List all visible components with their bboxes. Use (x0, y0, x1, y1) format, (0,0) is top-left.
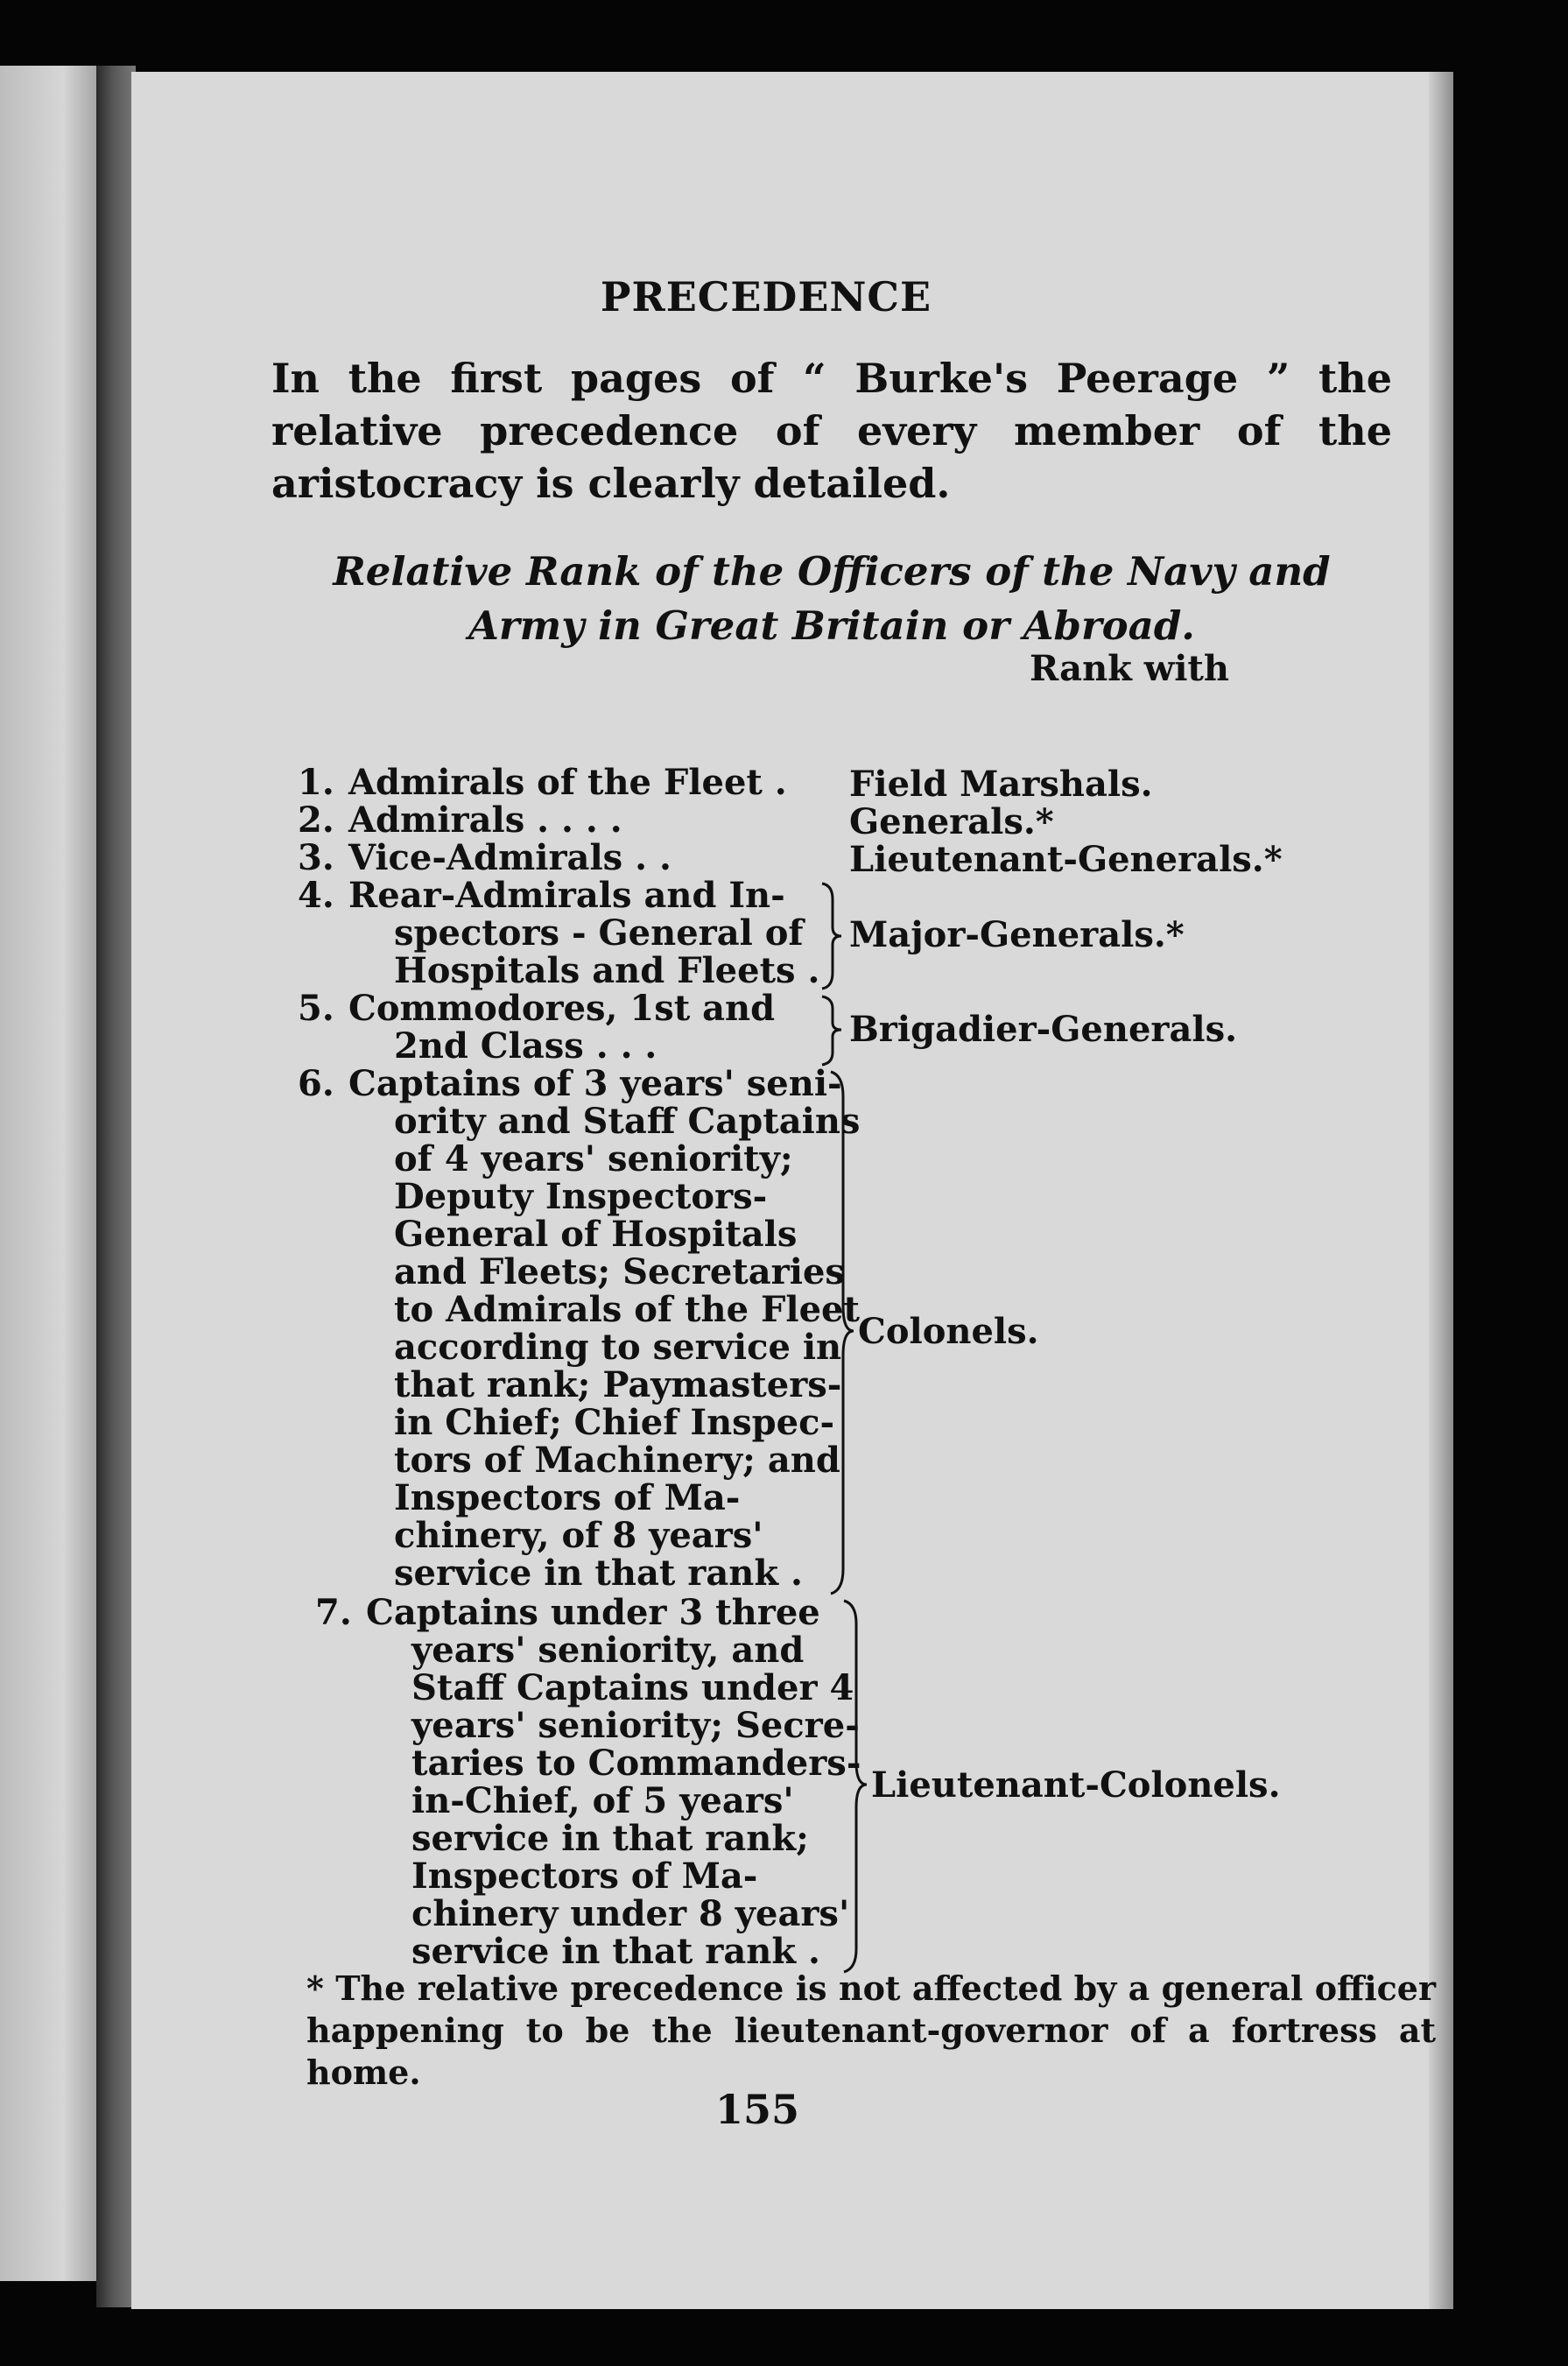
subtitle-line-2: Army in Great Britain or Abroad. (468, 602, 1195, 649)
entry-line: Captains under 3 three (366, 1592, 820, 1633)
book-page (131, 72, 1453, 2309)
rank-equivalent: Major-Generals.* (849, 914, 1185, 955)
entry-3 (298, 839, 671, 877)
entry-line: tors of Machinery; and (394, 1440, 840, 1481)
entry-line: Admirals . . . . (348, 799, 622, 841)
entry-number: 2. (298, 799, 334, 841)
entry-line: Rear-Admirals and In- (348, 875, 785, 916)
entry-line: Commodores, 1st and (348, 988, 776, 1029)
entry-number: 7. (315, 1592, 352, 1633)
entry-6 (298, 1065, 860, 1592)
entry-line: years' seniority; Secre- (411, 1705, 860, 1746)
entry-5 (298, 989, 775, 1065)
entry-line: Inspectors of Ma- (394, 1477, 741, 1518)
entry-number: 1. (298, 762, 334, 803)
entry-2 (298, 801, 622, 839)
subtitle-line-1: Relative Rank of the Officers of the Navy and (333, 548, 1331, 595)
table-subtitle (271, 545, 1392, 653)
entry-7 (315, 1594, 861, 1970)
entry-line: chinery, of 8 years' (394, 1515, 763, 1556)
page-title: PRECEDENCE (600, 273, 932, 320)
entry-line: taries to Commanders- (411, 1743, 861, 1784)
entry-line: and Fleets; Secretaries (394, 1251, 845, 1292)
entry-line: in-Chief, of 5 years' (411, 1780, 794, 1821)
entry-line: that rank; Paymasters- (394, 1364, 842, 1405)
entry-line: service in that rank . (411, 1931, 820, 1972)
brace (827, 1070, 857, 1595)
entry-number: 5. (298, 988, 334, 1029)
entry-line: 2nd Class . . . (394, 1025, 657, 1067)
brace (840, 1599, 870, 1974)
entry-line: Hospitals and Fleets . (394, 950, 820, 991)
facing-page-edge (0, 66, 105, 2281)
entry-line: General of Hospitals (394, 1214, 798, 1255)
brace (819, 882, 845, 991)
rank-equivalent: Generals.* (849, 801, 1054, 842)
page-number: 155 (714, 2086, 800, 2133)
entry-line: of 4 years' seniority; (394, 1138, 793, 1179)
rank-equivalent: Field Marshals. (849, 764, 1153, 805)
footnote: * The relative precedence is not affected by a general officer happening to be the lieutenant-governor of a fortress at home. (306, 1968, 1436, 2092)
rank-equivalent: Colonels. (858, 1311, 1039, 1352)
entry-line: spectors - General of (394, 912, 804, 954)
entry-line: service in that rank . (394, 1553, 803, 1594)
entry-4 (298, 877, 819, 989)
rank-equivalent: Lieutenant-Colonels. (871, 1764, 1281, 1806)
entry-line: according to service in (394, 1327, 842, 1368)
rank-equivalent: Lieutenant-Generals.* (849, 839, 1283, 880)
rank-equivalent: Brigadier-Generals. (849, 1009, 1238, 1050)
entry-line: in Chief; Chief Inspec- (394, 1402, 835, 1443)
entry-number: 4. (298, 875, 334, 916)
entry-line: Deputy Inspectors- (394, 1176, 768, 1217)
entry-1 (298, 764, 787, 801)
entry-line: ority and Staff Captains (394, 1101, 861, 1142)
entry-line: Staff Captains under 4 (411, 1667, 854, 1708)
entry-line: to Admirals of the Fleet (394, 1289, 860, 1330)
entry-line: Admirals of the Fleet . (348, 762, 787, 803)
intro-paragraph: In the first pages of “ Burke's Peerage ” the relative precedence of every member of the aristocracy is clearly detailed. (271, 355, 1392, 507)
gutter-shadow (96, 66, 136, 2307)
brace (819, 995, 845, 1067)
entry-line: years' seniority, and (411, 1630, 805, 1671)
entry-line: Captains of 3 years' seni- (348, 1063, 842, 1104)
entry-line: chinery under 8 years' (411, 1893, 850, 1934)
entry-line: Inspectors of Ma- (411, 1855, 758, 1897)
entry-line: Vice-Admirals . . (348, 837, 671, 878)
entry-line: service in that rank; (411, 1818, 809, 1859)
rank-column-heading: Rank with (1030, 648, 1229, 689)
entry-number: 6. (298, 1063, 334, 1104)
entry-number: 3. (298, 837, 334, 878)
